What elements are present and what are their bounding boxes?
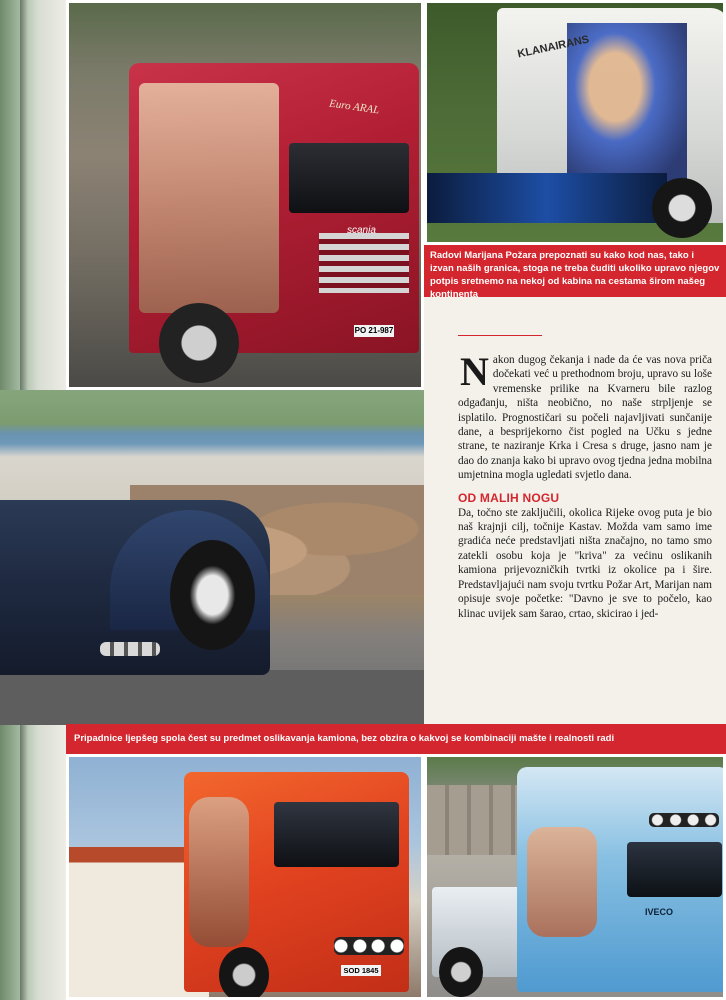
airbrush-artwork <box>189 797 249 947</box>
article-column <box>458 335 712 720</box>
spotlights <box>649 813 719 827</box>
photo-red-scania <box>66 0 424 390</box>
article-paragraph-1 <box>458 335 712 483</box>
grille <box>319 233 409 293</box>
side-lightning-art <box>427 173 667 223</box>
airbrush-artwork <box>567 23 687 183</box>
article-paragraph-2: Da, točno ste zaključili, okolica Rijeke ovog puta je bio naš krajnji cilj, točnije Kastav. Možda vam samo ime gradića neće predstavljati ništa značajno, no tamo smo zatekli osobu koja je "kriva" za većinu oslikanih kamiona prijevozničkih tvrtki iz okolice pa i šire. Predstavljajući nam svoju tvrtku Požar Art, Marijan nam opisuje svoje početke: "Davno je sve to počelo, kao klinac uvijek sam šarao, crtao, skicirao i jed- <box>458 506 712 620</box>
exhaust-pipes <box>100 642 160 656</box>
wheel <box>159 303 239 383</box>
road <box>0 670 424 725</box>
windshield <box>274 802 399 867</box>
wheel <box>219 947 269 1000</box>
license-plate: SOD 1845 <box>341 965 381 976</box>
brand-label: IVECO <box>645 907 674 917</box>
windshield <box>289 143 409 213</box>
brand-label: KLANAIRANS <box>516 33 591 61</box>
license-plate: PO 21-987 <box>354 326 394 335</box>
wheel <box>439 947 483 997</box>
photo-blue-iveco <box>424 754 726 1000</box>
photo-truck-harbour <box>0 390 424 725</box>
airbrush-artwork <box>527 827 597 937</box>
windshield <box>627 842 722 897</box>
wheel <box>170 540 255 650</box>
brand-label: scania <box>347 225 376 236</box>
photo-caption-top: Radovi Marijana Požara prepoznati su kako kod nas, tako i izvan naših granica, stoga ne treba čuditi ukoliko upravo njegov potpis sretnemo na nekoj od kabina na cestama širom našeg kontinenta <box>424 245 726 297</box>
visor-text: Euro ARAL <box>328 97 381 117</box>
airbrush-artwork <box>139 83 279 313</box>
section-heading: OD MALIH NOGU <box>458 490 560 505</box>
paragraph-text: akon dugog čekanja i nade da će vas nova priča dočekati već u prethodnom broju, upravo su loše vremenske prilike na Kvarneru bile razlog odgađanju, ništa neobično, no naše strpljenje se isplatilo. Prognostičari su počeli najavljivati sunčanije dane, a besprijekorno čist pogled na Učku s jedne strane, te naziranje Krka i Cresa s druge, jasno nam je dao do znanja kako bi upravo ovog tjedna jedna mobilna umjetnina mogla ugledati svjetlo dana. <box>458 354 712 482</box>
drop-cap: N <box>460 349 489 394</box>
photo-orange-scania <box>66 754 424 1000</box>
photo-lightning-truck <box>424 0 726 245</box>
wheel <box>652 178 712 238</box>
spotlights <box>334 937 404 955</box>
photo-caption-middle: Pripadnice ljepšeg spola čest su predmet oslikavanja kamiona, bez obzira o kakvoj se kombinaciji mašte i realnosti radi <box>66 724 726 754</box>
